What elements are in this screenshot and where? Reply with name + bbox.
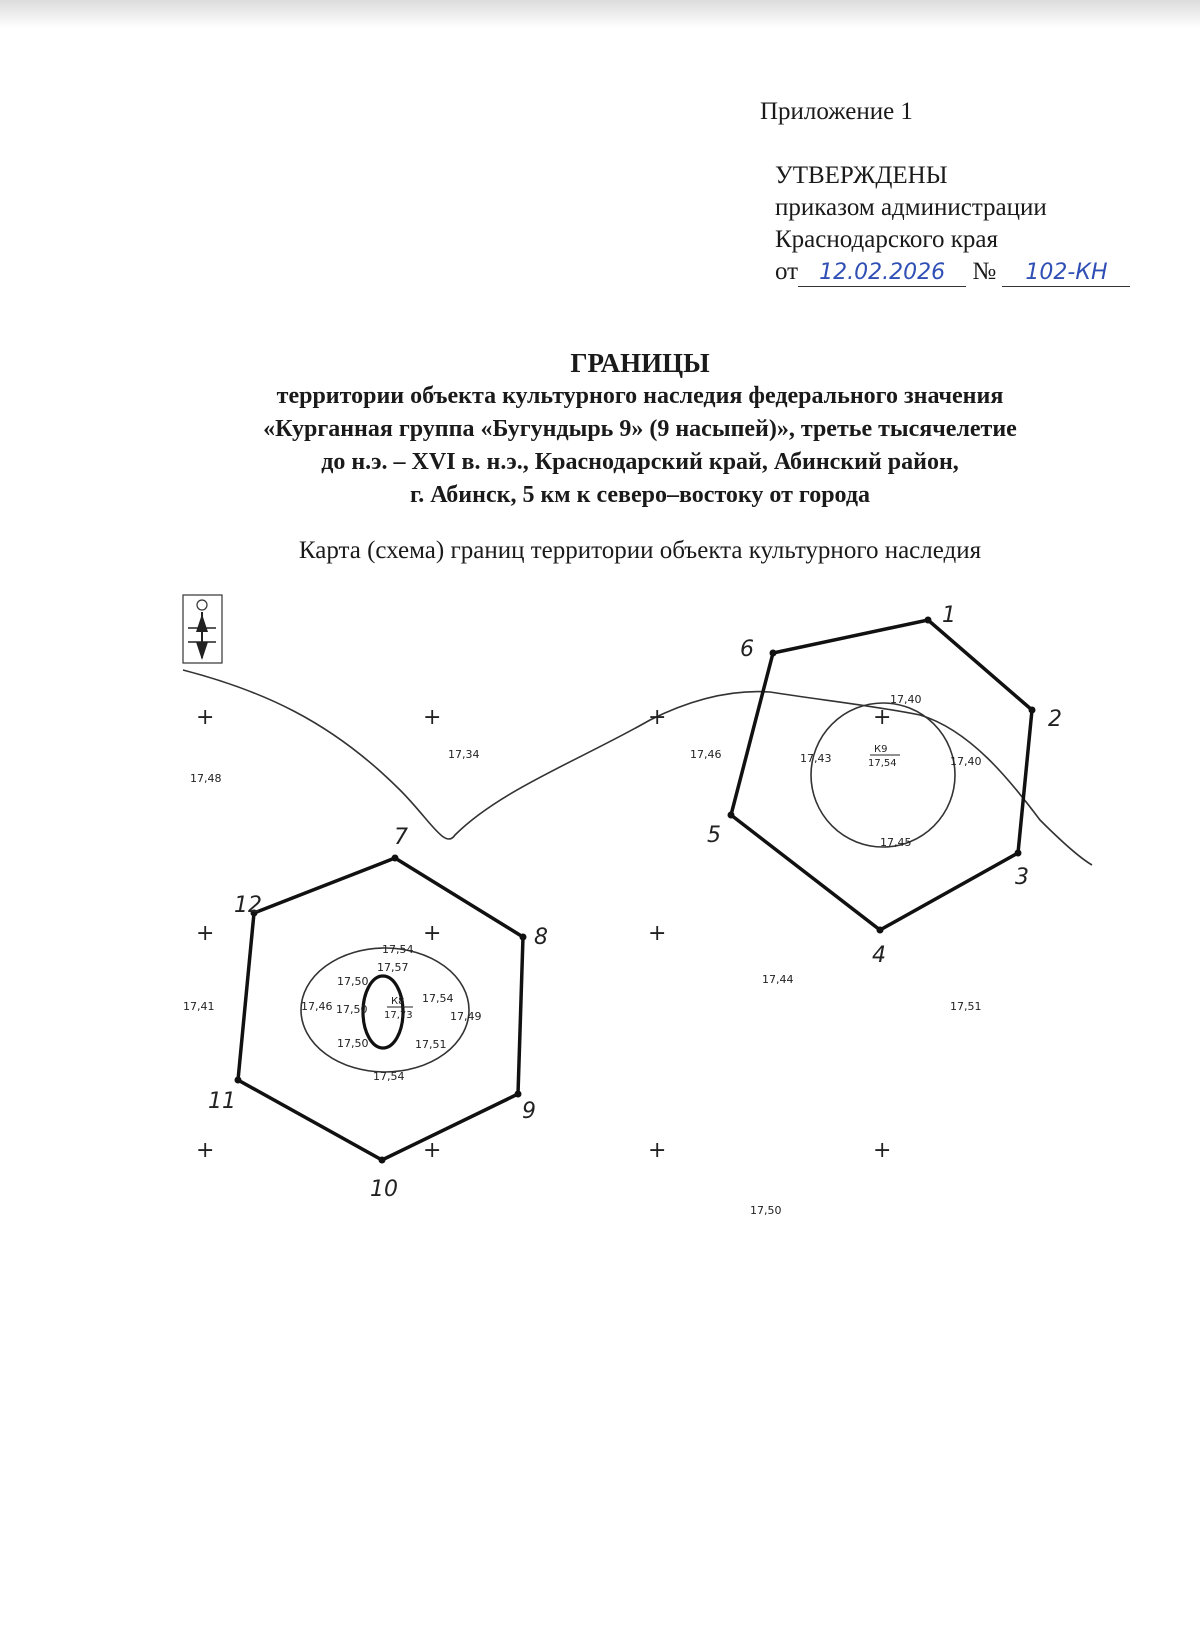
grid-cross: + [423,921,442,946]
elevation-mark: 17,49 [450,1010,482,1023]
handwritten-number: 102-КН [1002,260,1130,287]
point-number-12: 12 [234,893,262,918]
elevation-mark: 17,50 [336,1003,368,1016]
elevation-mark: 17,46 [301,1000,333,1013]
grid-cross: + [648,921,667,946]
subtitle-line-3: до н.э. – XVI в. н.э., Краснодарский край, Абинский район, [321,449,959,475]
vertex-dot [392,855,399,862]
boundary-vertices-1 [728,617,1036,934]
approval-line-1: приказом администрации [775,194,1047,221]
vertex-dot [520,934,527,941]
elevation-mark: 17,51 [950,1000,982,1013]
point-number-6: 6 [740,637,754,662]
elevation-mark: 17,57 [377,961,409,974]
grid-cross: + [873,705,892,730]
kurgan-height: 17,73 [384,1010,413,1021]
date-prefix: от [775,258,799,285]
point-number-4: 4 [872,943,886,968]
point-number-5: 5 [707,823,721,848]
elevation-mark: 17,50 [337,975,369,988]
point-number-10: 10 [370,1177,398,1202]
kurgan-label-2 [384,996,413,1021]
grid-cross: + [423,705,442,730]
point-number-11: 11 [208,1089,236,1114]
kurgan-name: К8 [391,996,405,1007]
boundary-vertices-2 [235,855,527,1164]
kurgan-name: К9 [874,744,888,755]
subtitle-line-4: г. Абинск, 5 км к северо–востоку от города [410,482,870,508]
grid-cross: + [873,1138,892,1163]
subtitle-line-2: «Курганная группа «Бугундырь 9» (9 насыпей)», третье тысячелетие [263,416,1017,442]
elevation-mark: 17,43 [800,752,832,765]
boundary-polygon-1 [731,620,1032,930]
elevation-mark: 17,40 [950,755,982,768]
elevation-marks [183,693,982,1217]
elevation-mark: 17,40 [890,693,922,706]
elevation-mark: 17,34 [448,748,480,761]
elevation-mark: 17,54 [382,943,414,956]
subtitle-line-1: территории объекта культурного наследия федерального значения [276,383,1004,409]
approval-line-2: Краснодарского края [775,226,998,253]
vertex-dot [925,617,932,624]
elevation-mark: 17,51 [415,1038,447,1051]
elevation-mark: 17,50 [337,1037,369,1050]
point-number-9: 9 [522,1099,536,1124]
kurgan-label-1 [868,744,900,769]
point-number-8: 8 [534,925,548,950]
vertex-dot [877,927,884,934]
grid-cross: + [648,1138,667,1163]
handwritten-date: 12.02.2026 [798,260,966,287]
map-caption: Карта (схема) границ территории объекта культурного наследия [298,537,982,564]
vertex-dot [1029,707,1036,714]
elevation-mark: 17,41 [183,1000,215,1013]
point-number-7: 7 [394,825,408,850]
point-number-1: 1 [942,603,956,628]
point-number-3: 3 [1015,865,1029,890]
kurgan-height: 17,54 [868,758,897,769]
vertex-dot [770,650,777,657]
elevation-mark: 17,45 [880,836,912,849]
vertex-dot [1015,850,1022,857]
grid-cross: + [648,705,667,730]
elevation-mark: 17,54 [422,992,454,1005]
elevation-mark: 17,48 [190,772,222,785]
document-title: ГРАНИЦЫ [570,348,710,378]
point-number-2: 2 [1048,707,1062,732]
vertex-dot [379,1157,386,1164]
appendix-label: Приложение 1 [760,98,913,125]
vertex-dot [515,1091,522,1098]
elevation-mark: 17,54 [373,1070,405,1083]
vertex-dot [728,812,735,819]
approval-heading: УТВЕРЖДЕНЫ [775,162,948,189]
grid-cross: + [196,705,215,730]
north-arrow-icon [183,595,222,663]
grid-cross: + [423,1138,442,1163]
elevation-mark: 17,46 [690,748,722,761]
vertex-dot [235,1077,242,1084]
number-prefix: № [972,258,997,285]
elevation-mark: 17,44 [762,973,794,986]
point-numbers [208,603,1062,1202]
grid-cross: + [196,1138,215,1163]
boundary-polygon-2 [238,858,523,1160]
elevation-mark: 17,50 [750,1204,782,1217]
grid-cross: + [196,921,215,946]
